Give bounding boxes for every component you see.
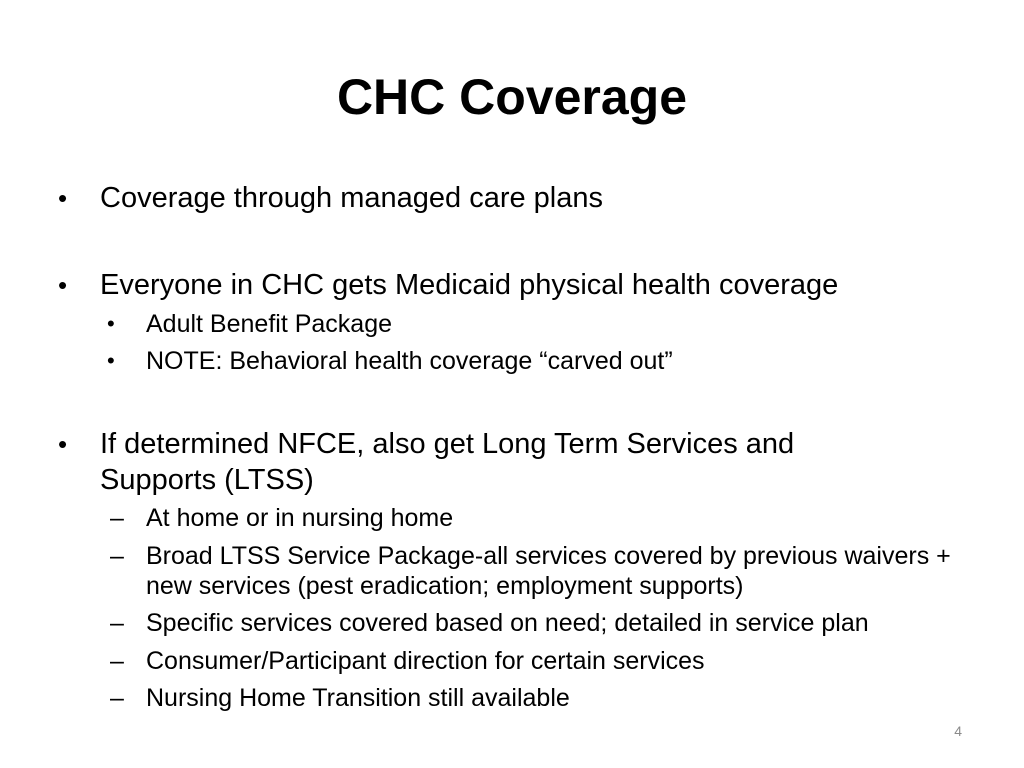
- sub-bullet-text: NOTE: Behavioral health coverage “carved out”: [146, 347, 673, 375]
- dash-marker: –: [110, 647, 124, 675]
- bullet-marker: •: [58, 270, 68, 300]
- slide-title: CHC Coverage: [336, 69, 688, 125]
- sub-bullet-item: [110, 608, 986, 638]
- sub-bullet-text: Adult Benefit Package: [146, 310, 392, 338]
- bullet-marker: •: [58, 429, 68, 459]
- sub-bullet-item: [110, 646, 986, 676]
- dash-marker: –: [110, 504, 124, 532]
- bullet-marker: •: [107, 311, 115, 336]
- sub-bullet-text: Broad LTSS Service Package-all services covered by previous waivers + new services (pest eradication; employment supports): [146, 542, 951, 600]
- bullet-text: Coverage through managed care plans: [100, 182, 603, 214]
- sub-bullet-text: At home or in nursing home: [146, 504, 454, 532]
- bullet-item: [58, 180, 980, 216]
- sub-bullet-item: [110, 503, 986, 533]
- sub-bullet-item: [110, 541, 976, 601]
- bullet-marker: •: [107, 348, 115, 373]
- bullet-text: If determined NFCE, also get Long Term Services and Supports (LTSS): [100, 428, 795, 496]
- sub-bullet-text: Nursing Home Transition still available: [146, 684, 570, 712]
- dash-marker: –: [110, 684, 124, 712]
- bullet-marker: •: [58, 183, 68, 213]
- bullet-text: Everyone in CHC gets Medicaid physical health coverage: [100, 269, 839, 301]
- bullet-item: [58, 426, 900, 498]
- sub-bullet-item: [107, 309, 986, 339]
- bullet-item: [58, 267, 980, 303]
- dash-marker: –: [110, 542, 124, 570]
- sub-bullet-item: [107, 346, 986, 376]
- page-number: 4: [954, 723, 962, 739]
- sub-bullet-item: [110, 683, 986, 713]
- sub-bullet-text: Specific services covered based on need; detailed in service plan: [146, 609, 869, 637]
- sub-bullet-text: Consumer/Participant direction for certain services: [146, 647, 705, 675]
- dash-marker: –: [110, 609, 124, 637]
